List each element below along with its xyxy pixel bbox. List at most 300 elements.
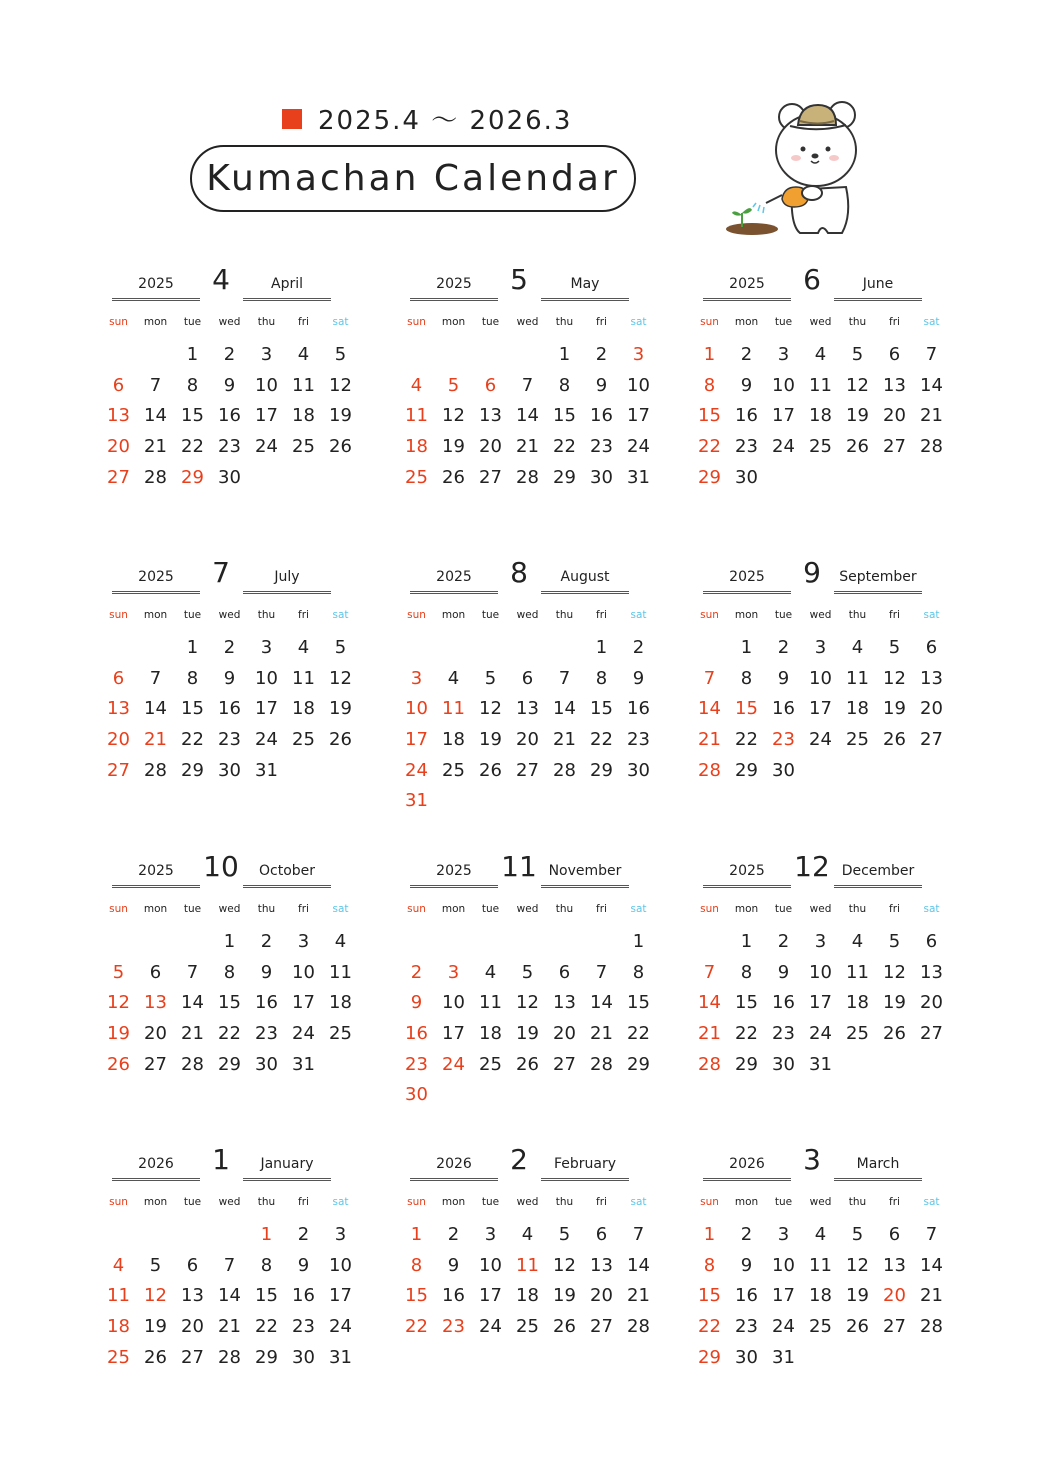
month-block xyxy=(398,263,660,523)
empty-cell xyxy=(137,340,174,371)
day-cell: 5 xyxy=(521,961,534,983)
day-cell: 19 xyxy=(553,1285,576,1307)
day-cell: 25 xyxy=(107,1346,130,1368)
weekday-header xyxy=(398,316,660,330)
day-cell: 30 xyxy=(218,759,241,781)
day-cell: 2 xyxy=(632,637,645,658)
day-cell: 1 xyxy=(260,1224,273,1245)
empty-cell xyxy=(472,340,509,371)
weekday-label: sun xyxy=(700,1196,719,1208)
empty-cell xyxy=(435,927,472,958)
day-cell: 9 xyxy=(223,374,236,396)
weekday-label: thu xyxy=(555,316,574,328)
day-cell: 20 xyxy=(590,1285,613,1307)
weekday-label: sat xyxy=(332,609,349,621)
day-cell: 29 xyxy=(553,466,576,488)
day-cell: 10 xyxy=(809,667,832,689)
day-cell: 4 xyxy=(410,374,423,396)
day-cell: 14 xyxy=(516,405,539,427)
day-cell: 29 xyxy=(698,1346,721,1368)
double-rule xyxy=(541,1178,629,1181)
day-cell: 6 xyxy=(521,667,534,689)
double-rule xyxy=(410,885,498,888)
day-cell: 3 xyxy=(297,931,310,952)
weekday-header xyxy=(398,1196,660,1210)
day-grid xyxy=(398,927,660,1111)
month-name: March xyxy=(856,1156,900,1172)
weekday-label: sat xyxy=(923,903,940,915)
day-cell: 9 xyxy=(410,992,423,1014)
day-cell: 31 xyxy=(405,790,428,812)
weekday-label: thu xyxy=(848,1196,867,1208)
day-cell: 27 xyxy=(107,466,130,488)
day-cell: 1 xyxy=(740,637,753,658)
weekday-label: tue xyxy=(774,903,793,915)
empty-cell xyxy=(211,1220,248,1251)
day-cell: 9 xyxy=(447,1254,460,1276)
day-cell: 18 xyxy=(292,698,315,720)
day-cell: 23 xyxy=(255,1023,278,1045)
day-cell: 30 xyxy=(218,466,241,488)
day-cell: 31 xyxy=(809,1053,832,1075)
double-rule xyxy=(834,1178,922,1181)
day-cell: 18 xyxy=(107,1316,130,1338)
day-cell: 27 xyxy=(920,1023,943,1045)
day-cell: 17 xyxy=(255,405,278,427)
month-header xyxy=(398,556,660,596)
day-cell: 18 xyxy=(809,405,832,427)
day-cell: 31 xyxy=(329,1346,352,1368)
weekday-header xyxy=(691,1196,953,1210)
day-cell: 11 xyxy=(292,374,315,396)
day-cell: 2 xyxy=(740,344,753,365)
day-cell: 15 xyxy=(181,698,204,720)
weekday-label: tue xyxy=(481,609,500,621)
double-rule xyxy=(834,591,922,594)
day-cell: 3 xyxy=(814,931,827,952)
day-cell: 6 xyxy=(149,961,162,983)
day-cell: 21 xyxy=(218,1316,241,1338)
day-cell: 10 xyxy=(292,961,315,983)
day-cell: 18 xyxy=(329,992,352,1014)
day-cell: 16 xyxy=(735,405,758,427)
day-cell: 29 xyxy=(627,1053,650,1075)
month-year: 2025 xyxy=(138,863,174,879)
day-cell: 1 xyxy=(703,344,716,365)
bear-watering-plant-illustration xyxy=(720,95,860,240)
weekday-label: sun xyxy=(407,316,426,328)
double-rule xyxy=(243,885,331,888)
day-cell: 5 xyxy=(484,667,497,689)
day-cell: 8 xyxy=(740,961,753,983)
day-cell: 17 xyxy=(442,1023,465,1045)
day-cell: 15 xyxy=(735,992,758,1014)
day-cell: 25 xyxy=(479,1053,502,1075)
day-cell: 5 xyxy=(334,344,347,365)
calendar-title-box xyxy=(190,145,636,212)
weekday-label: sat xyxy=(923,1196,940,1208)
day-cell: 3 xyxy=(814,637,827,658)
double-rule xyxy=(112,591,200,594)
month-header xyxy=(398,263,660,303)
day-cell: 13 xyxy=(920,961,943,983)
day-cell: 23 xyxy=(292,1316,315,1338)
month-name: October xyxy=(258,863,316,879)
day-cell: 22 xyxy=(553,436,576,458)
weekday-label: tue xyxy=(183,1196,202,1208)
empty-cell xyxy=(691,927,728,958)
day-cell: 17 xyxy=(772,1285,795,1307)
day-cell: 1 xyxy=(740,931,753,952)
month-block xyxy=(691,556,953,816)
day-cell: 3 xyxy=(777,1224,790,1245)
weekday-label: tue xyxy=(481,1196,500,1208)
day-cell: 12 xyxy=(846,374,869,396)
day-cell: 6 xyxy=(925,637,938,658)
day-cell: 26 xyxy=(846,1316,869,1338)
day-cell: 20 xyxy=(920,698,943,720)
day-cell: 4 xyxy=(521,1224,534,1245)
day-cell: 24 xyxy=(772,1316,795,1338)
empty-cell xyxy=(435,633,472,664)
month-name: July xyxy=(274,569,300,585)
day-cell: 19 xyxy=(846,1285,869,1307)
day-cell: 16 xyxy=(735,1285,758,1307)
month-block xyxy=(100,263,362,523)
day-cell: 18 xyxy=(292,405,315,427)
day-cell: 22 xyxy=(735,729,758,751)
day-cell: 11 xyxy=(329,961,352,983)
month-header xyxy=(100,556,362,596)
day-cell: 29 xyxy=(590,759,613,781)
day-cell: 15 xyxy=(405,1285,428,1307)
weekday-label: fri xyxy=(298,609,309,621)
month-name: June xyxy=(862,276,894,292)
weekday-label: tue xyxy=(183,609,202,621)
month-block xyxy=(691,1143,953,1403)
day-cell: 27 xyxy=(553,1053,576,1075)
day-cell: 20 xyxy=(479,436,502,458)
weekday-label: mon xyxy=(143,609,168,621)
day-cell: 6 xyxy=(925,931,938,952)
day-cell: 17 xyxy=(809,992,832,1014)
day-cell: 19 xyxy=(107,1023,130,1045)
day-cell: 27 xyxy=(516,759,539,781)
day-cell: 31 xyxy=(627,466,650,488)
day-cell: 7 xyxy=(595,961,608,983)
day-cell: 24 xyxy=(255,436,278,458)
double-rule xyxy=(410,298,498,301)
day-cell: 13 xyxy=(883,374,906,396)
month-header xyxy=(100,263,362,303)
day-cell: 17 xyxy=(627,405,650,427)
weekday-label: thu xyxy=(555,903,574,915)
day-cell: 23 xyxy=(735,436,758,458)
day-grid xyxy=(691,340,953,493)
day-cell: 23 xyxy=(772,729,795,751)
month-number: 12 xyxy=(794,850,830,883)
day-cell: 8 xyxy=(260,1254,273,1276)
day-cell: 23 xyxy=(405,1053,428,1075)
day-cell: 5 xyxy=(112,961,125,983)
day-cell: 27 xyxy=(479,466,502,488)
day-cell: 25 xyxy=(442,759,465,781)
month-name: December xyxy=(841,863,915,879)
day-cell: 23 xyxy=(218,729,241,751)
month-number: 4 xyxy=(212,263,230,296)
empty-cell xyxy=(509,633,546,664)
month-block xyxy=(398,850,660,1110)
day-cell: 30 xyxy=(292,1346,315,1368)
day-cell: 17 xyxy=(405,729,428,751)
double-rule xyxy=(410,1178,498,1181)
day-cell: 14 xyxy=(553,698,576,720)
empty-cell xyxy=(137,1220,174,1251)
day-cell: 20 xyxy=(920,992,943,1014)
day-cell: 22 xyxy=(181,729,204,751)
day-cell: 22 xyxy=(735,1023,758,1045)
day-cell: 9 xyxy=(740,1254,753,1276)
month-name: February xyxy=(553,1156,617,1172)
day-cell: 7 xyxy=(149,374,162,396)
day-cell: 7 xyxy=(703,667,716,689)
day-cell: 13 xyxy=(107,405,130,427)
month-block xyxy=(398,1143,660,1403)
weekday-label: wed xyxy=(809,316,832,328)
day-cell: 1 xyxy=(186,344,199,365)
day-cell: 5 xyxy=(558,1224,571,1245)
day-cell: 14 xyxy=(181,992,204,1014)
day-cell: 12 xyxy=(516,992,539,1014)
day-cell: 4 xyxy=(851,931,864,952)
month-header xyxy=(398,850,660,890)
day-cell: 7 xyxy=(925,344,938,365)
weekday-label: fri xyxy=(596,903,607,915)
day-cell: 26 xyxy=(329,729,352,751)
day-cell: 11 xyxy=(442,698,465,720)
day-cell: 24 xyxy=(627,436,650,458)
day-cell: 28 xyxy=(516,466,539,488)
day-cell: 15 xyxy=(553,405,576,427)
day-grid xyxy=(100,340,362,493)
weekday-label: mon xyxy=(441,316,466,328)
day-cell: 10 xyxy=(627,374,650,396)
weekday-header xyxy=(691,316,953,330)
day-cell: 29 xyxy=(218,1053,241,1075)
weekday-label: sat xyxy=(630,609,647,621)
day-cell: 26 xyxy=(479,759,502,781)
weekday-label: sun xyxy=(407,1196,426,1208)
day-cell: 16 xyxy=(590,405,613,427)
day-cell: 11 xyxy=(107,1285,130,1307)
weekday-header xyxy=(691,609,953,623)
day-cell: 15 xyxy=(627,992,650,1014)
day-cell: 18 xyxy=(479,1023,502,1045)
double-rule xyxy=(112,1178,200,1181)
day-cell: 26 xyxy=(883,729,906,751)
day-cell: 13 xyxy=(590,1254,613,1276)
weekday-label: tue xyxy=(183,316,202,328)
day-cell: 22 xyxy=(405,1316,428,1338)
day-cell: 5 xyxy=(334,637,347,658)
month-header xyxy=(691,850,953,890)
weekday-label: tue xyxy=(481,903,500,915)
day-cell: 3 xyxy=(777,344,790,365)
weekday-label: sat xyxy=(332,1196,349,1208)
day-cell: 14 xyxy=(144,698,167,720)
day-cell: 27 xyxy=(920,729,943,751)
day-cell: 28 xyxy=(590,1053,613,1075)
month-year: 2025 xyxy=(436,863,472,879)
day-cell: 10 xyxy=(772,1254,795,1276)
day-cell: 12 xyxy=(553,1254,576,1276)
month-header xyxy=(691,263,953,303)
day-cell: 24 xyxy=(479,1316,502,1338)
day-cell: 18 xyxy=(516,1285,539,1307)
day-cell: 24 xyxy=(772,436,795,458)
weekday-label: sat xyxy=(923,609,940,621)
weekday-label: thu xyxy=(848,316,867,328)
day-cell: 11 xyxy=(479,992,502,1014)
day-cell: 27 xyxy=(181,1346,204,1368)
empty-cell xyxy=(398,927,435,958)
month-year: 2025 xyxy=(436,276,472,292)
day-cell: 6 xyxy=(595,1224,608,1245)
day-cell: 29 xyxy=(698,466,721,488)
weekday-label: sat xyxy=(630,1196,647,1208)
day-cell: 12 xyxy=(479,698,502,720)
day-cell: 23 xyxy=(772,1023,795,1045)
weekday-label: fri xyxy=(889,903,900,915)
weekday-label: mon xyxy=(734,609,759,621)
month-name: November xyxy=(548,863,622,879)
day-cell: 22 xyxy=(627,1023,650,1045)
red-square-icon xyxy=(282,109,302,129)
day-cell: 7 xyxy=(521,374,534,396)
day-cell: 15 xyxy=(735,698,758,720)
day-cell: 28 xyxy=(627,1316,650,1338)
weekday-label: thu xyxy=(257,903,276,915)
weekday-label: sun xyxy=(109,609,128,621)
weekday-label: fri xyxy=(298,1196,309,1208)
month-year: 2025 xyxy=(729,863,765,879)
day-cell: 24 xyxy=(442,1053,465,1075)
day-cell: 22 xyxy=(698,1316,721,1338)
weekday-label: tue xyxy=(774,1196,793,1208)
day-cell: 30 xyxy=(405,1084,428,1106)
day-cell: 10 xyxy=(255,374,278,396)
day-grid xyxy=(398,340,660,493)
day-cell: 15 xyxy=(255,1285,278,1307)
empty-cell xyxy=(100,633,137,664)
weekday-label: mon xyxy=(143,316,168,328)
day-cell: 25 xyxy=(516,1316,539,1338)
double-rule xyxy=(243,591,331,594)
day-cell: 8 xyxy=(410,1254,423,1276)
empty-cell xyxy=(100,340,137,371)
day-cell: 13 xyxy=(144,992,167,1014)
day-grid xyxy=(398,633,660,817)
month-name: May xyxy=(570,276,600,292)
day-cell: 10 xyxy=(442,992,465,1014)
month-year: 2026 xyxy=(436,1156,472,1172)
day-cell: 30 xyxy=(627,759,650,781)
day-cell: 15 xyxy=(698,1285,721,1307)
day-cell: 25 xyxy=(846,729,869,751)
month-year: 2026 xyxy=(729,1156,765,1172)
day-cell: 8 xyxy=(703,1254,716,1276)
day-cell: 24 xyxy=(405,759,428,781)
day-cell: 18 xyxy=(846,992,869,1014)
weekday-label: sat xyxy=(332,903,349,915)
day-cell: 8 xyxy=(740,667,753,689)
day-cell: 5 xyxy=(447,374,460,396)
weekday-label: mon xyxy=(441,1196,466,1208)
day-cell: 7 xyxy=(703,961,716,983)
month-year: 2026 xyxy=(138,1156,174,1172)
day-cell: 17 xyxy=(809,698,832,720)
day-cell: 9 xyxy=(632,667,645,689)
month-number: 9 xyxy=(803,556,821,589)
month-header xyxy=(100,1143,362,1183)
double-rule xyxy=(703,1178,791,1181)
day-cell: 29 xyxy=(181,759,204,781)
day-cell: 6 xyxy=(558,961,571,983)
weekday-label: wed xyxy=(809,1196,832,1208)
day-cell: 19 xyxy=(516,1023,539,1045)
day-cell: 27 xyxy=(883,436,906,458)
day-cell: 8 xyxy=(223,961,236,983)
day-cell: 1 xyxy=(410,1224,423,1245)
day-cell: 25 xyxy=(809,436,832,458)
day-cell: 21 xyxy=(920,1285,943,1307)
day-cell: 17 xyxy=(479,1285,502,1307)
day-cell: 3 xyxy=(447,961,460,983)
day-cell: 2 xyxy=(297,1224,310,1245)
day-cell: 6 xyxy=(112,667,125,689)
day-cell: 24 xyxy=(809,729,832,751)
day-cell: 11 xyxy=(809,1254,832,1276)
day-cell: 21 xyxy=(144,436,167,458)
day-cell: 21 xyxy=(920,405,943,427)
double-rule xyxy=(112,298,200,301)
day-cell: 21 xyxy=(144,729,167,751)
day-cell: 24 xyxy=(292,1023,315,1045)
month-year: 2025 xyxy=(436,569,472,585)
day-cell: 17 xyxy=(255,698,278,720)
day-cell: 2 xyxy=(410,961,423,983)
day-cell: 28 xyxy=(181,1053,204,1075)
weekday-label: wed xyxy=(809,903,832,915)
day-cell: 26 xyxy=(144,1346,167,1368)
day-cell: 11 xyxy=(846,961,869,983)
month-number: 5 xyxy=(510,263,528,296)
month-year: 2025 xyxy=(729,276,765,292)
day-cell: 25 xyxy=(846,1023,869,1045)
day-cell: 21 xyxy=(627,1285,650,1307)
day-cell: 6 xyxy=(112,374,125,396)
month-block xyxy=(100,850,362,1110)
day-cell: 17 xyxy=(772,405,795,427)
weekday-label: wed xyxy=(809,609,832,621)
month-name: January xyxy=(260,1156,314,1172)
weekday-label: mon xyxy=(441,609,466,621)
day-cell: 30 xyxy=(772,1053,795,1075)
weekday-header xyxy=(398,903,660,917)
empty-cell xyxy=(509,340,546,371)
day-cell: 3 xyxy=(260,637,273,658)
day-cell: 21 xyxy=(516,436,539,458)
